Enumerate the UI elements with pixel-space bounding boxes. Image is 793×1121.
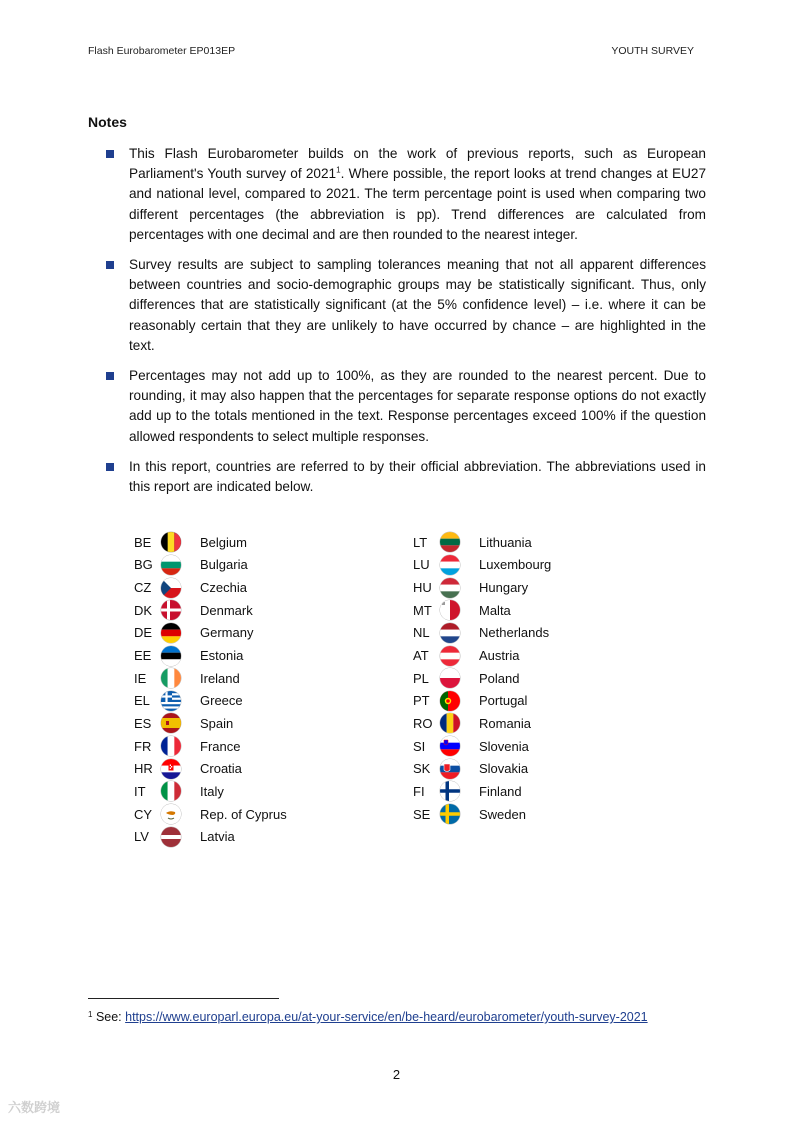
fr-flag-icon xyxy=(161,736,181,756)
country-code: HU xyxy=(413,580,432,596)
country-name: Poland xyxy=(479,670,520,686)
country-code: LV xyxy=(134,829,149,845)
footnote xyxy=(88,1010,648,1024)
de-flag-icon xyxy=(161,623,181,643)
list-item xyxy=(106,144,706,245)
country-row xyxy=(413,780,673,803)
country-row xyxy=(134,712,394,735)
note-paragraph: Survey results are subject to sampling tolerances meaning that not all apparent differences between countries and socio-demographic groups may be statistically significant. Thus, only differences that are statistically significant (at the 5% confidence level) – i.e. where it can be reasonably certain that they are unlikely to have occurred by chance – are highlighted in the text. xyxy=(129,257,706,353)
hu-flag-icon xyxy=(440,578,460,598)
country-name: Slovakia xyxy=(479,761,529,777)
lu-flag-icon xyxy=(440,555,460,575)
country-name: Bulgaria xyxy=(200,557,248,573)
country-name: Rep. of Cyprus xyxy=(200,806,287,822)
ee-flag-icon xyxy=(161,646,181,666)
country-name: Sweden xyxy=(479,806,526,822)
nl-flag-icon xyxy=(440,623,460,643)
country-code: CZ xyxy=(134,580,152,596)
footnote-ref[interactable]: 1 xyxy=(336,165,341,175)
fi-flag-icon xyxy=(440,781,460,801)
es-flag-icon xyxy=(161,713,181,733)
el-flag-icon xyxy=(161,691,181,711)
bullet-square-icon xyxy=(106,372,114,380)
country-code: LU xyxy=(413,557,430,573)
country-name: Spain xyxy=(200,715,234,731)
bullet-square-icon xyxy=(106,150,114,158)
bullet-square-icon xyxy=(106,261,114,269)
se-flag-icon xyxy=(440,804,460,824)
country-name: Netherlands xyxy=(479,625,550,641)
country-row xyxy=(134,622,394,645)
bg-flag-icon xyxy=(161,555,181,575)
country-name: Germany xyxy=(200,625,254,641)
country-name: Portugal xyxy=(479,693,528,709)
country-code: LT xyxy=(413,534,428,550)
country-code: IE xyxy=(134,670,147,686)
country-code: ES xyxy=(134,715,152,731)
note-paragraph: This Flash Eurobarometer builds on the work of previous reports, such as European Parliament's Youth survey of 2021$^1$. Where possible, the report looks at trend changes at EU27 and national level, compared to 2021. The term percentage point is used when comparing two different percentages (the abbreviation is pp). Trend differences are calculated from percentages with one decimal and are then rounded to the nearest integer. xyxy=(129,146,707,242)
country-name: Latvia xyxy=(200,829,235,845)
country-name: Denmark xyxy=(200,602,253,618)
country-row xyxy=(134,531,394,554)
country-row xyxy=(134,576,394,599)
country-row xyxy=(134,554,394,577)
country-name: Hungary xyxy=(479,580,529,596)
country-code: MT xyxy=(413,602,432,618)
country-row xyxy=(413,757,673,780)
country-row xyxy=(134,599,394,622)
country-code: IT xyxy=(134,783,146,799)
watermark: 六数跨境 xyxy=(8,1100,61,1115)
country-name: Lithuania xyxy=(479,534,532,550)
footnote-link[interactable]: https://www.europarl.europa.eu/at-your-service/en/be-heard/eurobarometer/youth-survey-2021 xyxy=(125,1010,648,1024)
country-row xyxy=(413,599,673,622)
country-code: PT xyxy=(413,693,430,709)
country-code: CY xyxy=(134,806,153,822)
hr-flag-icon xyxy=(161,759,181,779)
mt-flag-icon xyxy=(440,600,460,620)
it-flag-icon xyxy=(161,781,181,801)
country-code: NL xyxy=(413,625,430,641)
header-left-title: Flash Eurobarometer EP013EP xyxy=(88,45,236,57)
footnote-divider xyxy=(88,998,279,999)
country-row xyxy=(134,757,394,780)
country-name: Belgium xyxy=(200,534,247,550)
country-code: PL xyxy=(413,670,429,686)
pt-flag-icon xyxy=(440,691,460,711)
country-code: FR xyxy=(134,738,152,754)
country-row xyxy=(413,667,673,690)
ie-flag-icon xyxy=(161,668,181,688)
country-name: Croatia xyxy=(200,761,242,777)
bullet-square-icon xyxy=(106,463,114,471)
country-code: SE xyxy=(413,806,431,822)
country-code: FI xyxy=(413,783,425,799)
sk-flag-icon xyxy=(440,759,460,779)
country-row xyxy=(413,576,673,599)
footnote-prefix: See: xyxy=(95,1010,126,1024)
page-number: 2 xyxy=(392,1067,401,1082)
country-row xyxy=(413,622,673,645)
notes-list xyxy=(106,144,706,507)
be-flag-icon xyxy=(161,532,181,552)
country-row xyxy=(413,712,673,735)
country-name: Luxembourg xyxy=(479,557,552,573)
note-paragraph: In this report, countries are referred to by their official abbreviation. The abbreviations used in this report are indicated below. xyxy=(129,458,706,495)
cz-flag-icon xyxy=(161,578,181,598)
notes-heading: Notes xyxy=(88,114,127,130)
country-row xyxy=(413,735,673,758)
country-row xyxy=(134,780,394,803)
lv-flag-icon xyxy=(161,827,181,847)
at-flag-icon xyxy=(440,646,460,666)
ro-flag-icon xyxy=(440,713,460,733)
country-row xyxy=(413,689,673,712)
country-row xyxy=(413,803,673,826)
country-row xyxy=(134,735,394,758)
country-row xyxy=(413,531,673,554)
country-name: Finland xyxy=(479,783,522,799)
country-code: BG xyxy=(134,557,153,573)
country-column-left xyxy=(134,531,394,848)
country-row xyxy=(134,667,394,690)
country-code: EL xyxy=(134,693,150,709)
country-name: Malta xyxy=(479,602,511,618)
lt-flag-icon xyxy=(440,532,460,552)
si-flag-icon xyxy=(440,736,460,756)
country-row xyxy=(134,825,394,848)
country-code: DE xyxy=(134,625,153,641)
country-name: France xyxy=(200,738,241,754)
country-row xyxy=(134,689,394,712)
country-row xyxy=(134,644,394,667)
footnote-number: 1 xyxy=(88,1010,93,1019)
country-column-right xyxy=(413,531,673,825)
list-item xyxy=(106,255,706,356)
country-code: SI xyxy=(413,738,426,754)
country-name: Greece xyxy=(200,693,243,709)
country-name: Italy xyxy=(200,783,224,799)
country-code: RO xyxy=(413,715,433,731)
country-row xyxy=(413,554,673,577)
header-right-title: YOUTH SURVEY xyxy=(611,45,694,57)
country-name: Estonia xyxy=(200,648,244,664)
dk-flag-icon xyxy=(161,600,181,620)
country-row xyxy=(413,644,673,667)
country-name: Romania xyxy=(479,715,532,731)
country-name: Slovenia xyxy=(479,738,529,754)
note-paragraph: Percentages may not add up to 100%, as they are rounded to the nearest percent. Due to rounding, it may also happen that the percentages for separate response options do not exactly add up to the totals mentioned in the text. Response percentages exceed 100% if the question allowed respondents to select multiple responses. xyxy=(129,368,706,444)
cy-flag-icon xyxy=(161,804,181,824)
country-row xyxy=(134,803,394,826)
country-code: BE xyxy=(134,534,152,550)
list-item xyxy=(106,366,706,447)
country-code: EE xyxy=(134,648,152,664)
country-code: DK xyxy=(134,602,153,618)
country-code: HR xyxy=(134,761,153,777)
country-name: Austria xyxy=(479,648,520,664)
country-code: SK xyxy=(413,761,431,777)
pl-flag-icon xyxy=(440,668,460,688)
country-name: Ireland xyxy=(200,670,240,686)
country-name: Czechia xyxy=(200,580,247,596)
list-item xyxy=(106,457,706,497)
country-code: AT xyxy=(413,648,429,664)
